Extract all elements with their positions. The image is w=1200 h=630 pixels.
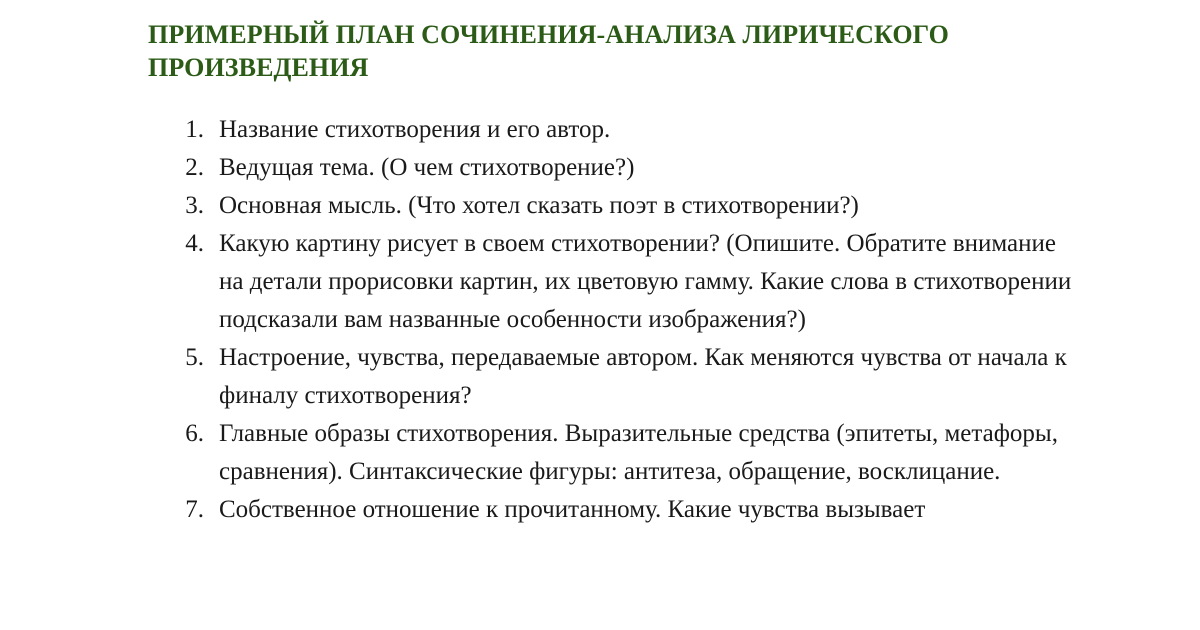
list-item bbox=[148, 111, 1078, 149]
list-item-text: Настроение, чувства, передаваемые автором. Как меняются чувства от начала к финалу стихотворения? bbox=[219, 344, 1067, 409]
list-item bbox=[148, 415, 1078, 491]
list-item-text: Название стихотворения и его автор. bbox=[219, 116, 611, 143]
list-item-text: Собственное отношение к прочитанному. Какие чувства вызывает bbox=[219, 496, 926, 523]
list-item-text: Главные образы стихотворения. Выразительные средства (эпитеты, метафоры, сравнения). Синтаксические фигуры: антитеза, обращение, восклицание. bbox=[219, 420, 1058, 485]
list-item bbox=[148, 149, 1078, 187]
document-title: ПРИМЕРНЫЙ ПЛАН СОЧИНЕНИЯ-АНАЛИЗА ЛИРИЧЕСКОГО ПРОИЗВЕДЕНИЯ bbox=[148, 20, 949, 82]
list-item bbox=[148, 225, 1078, 339]
list-item-number: 7. bbox=[185, 496, 204, 523]
list-item-number: 3. bbox=[185, 192, 204, 219]
list-item-number: 6. bbox=[185, 420, 204, 447]
list-item bbox=[148, 187, 1078, 225]
list-item-text: Какую картину рисует в своем стихотворении? (Опишите. Обратите внимание на детали прорисовки картин, их цветовую гамму. Какие слова в стихотворении подсказали вам названные особенности изображения?) bbox=[219, 230, 1072, 333]
list-item-number: 5. bbox=[185, 344, 204, 371]
list-item-number: 2. bbox=[185, 154, 204, 181]
list-item-text: Ведущая тема. (О чем стихотворение?) bbox=[219, 154, 635, 181]
list-item-number: 1. bbox=[185, 116, 204, 143]
list-item bbox=[148, 491, 1078, 529]
list-item bbox=[148, 339, 1078, 415]
list-item-number: 4. bbox=[185, 230, 204, 257]
list-item-text: Основная мысль. (Что хотел сказать поэт в стихотворении?) bbox=[219, 192, 859, 219]
analysis-plan-list bbox=[148, 111, 1078, 529]
